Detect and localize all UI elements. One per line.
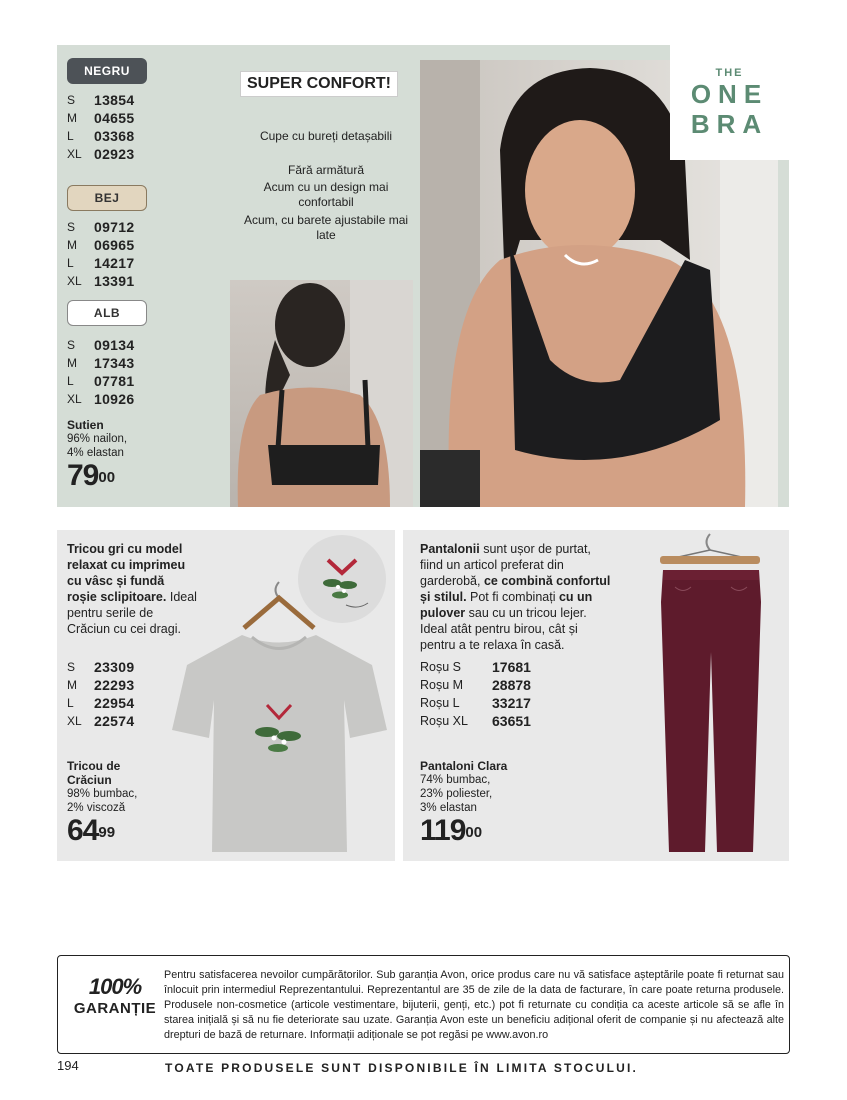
size-row: Roșu S 17681 [420,659,531,675]
color-label-alb: ALB [67,300,147,326]
headline-badge: SUPER CONFORT! [240,71,398,97]
color-label-negru: NEGRU [67,58,147,84]
size-row: S 23309 [67,659,135,675]
product-composition: 96% nailon, [67,433,128,445]
size-row: M 22293 [67,677,135,693]
tee-size-list [67,658,134,730]
size-row: L 07781 [67,373,135,389]
product-name: Crăciun [67,773,112,787]
product-price: $79^{00}$ [67,459,116,492]
size-row: XL 13391 [67,273,135,289]
size-list-bej [67,218,134,290]
size-row: M 06965 [67,237,135,253]
guarantee-text: Pentru satisfacerea nevoilor cumpărătorilor. Sub garanția Avon, orice produs care nu vă satisface așteptările poate fi returnat sau înlocuit prin intermediul Reprezentantului. Reprezentantul are 35 de zile de la data de facturare, în care poate returna produsele. Produsele non-cosmetice (articole vestimentare, bijuterii, genți, etc.) pot fi returnate cu condiția ca aceste articole să se afle în starea inițială și să nu fie deteriorate sau uzate. Garanția Avon este un beneficiu adițional oferit de companie și nu afectează alte drepturi de bază de returnare. Informații adiționale se pot regăsi pe www.avon.ro [164,969,784,1041]
guarantee-logo: 100% GARANȚIE [73,974,157,1017]
tee-info [67,759,137,847]
stock-disclaimer: TOATE PRODUSELE SUNT DISPONIBILE ÎN LIMITA STOCULUI. [165,1061,639,1075]
product-name: Pantaloni Clara [420,759,508,773]
pants-description: Pantalonii sunt ușor de purtat, fiind un articol preferat din garderobă, ce combină confortul și stilul. Pot fi combinați cu un pulover sau cu un tricou lejer. Ideal atât pentru birou, cât și pentru a te relaxa în casă. [420,542,611,652]
size-list-negru [67,91,134,163]
size-row: XL 22574 [67,713,135,729]
page-number: 194 [57,1058,79,1073]
size-row: S 13854 [67,92,135,108]
pants-size-list [420,658,531,730]
size-row: M 17343 [67,355,135,371]
guarantee-box [57,955,790,1054]
tee-description: Tricou gri cu model relaxat cu imprimeu cu vâsc și fundă roșie sclipitoare. Ideal pentru serile de Crăciun cu cei dragi. [67,542,197,636]
product-composition: 3% elastan [420,802,477,814]
feature-text: Acum, cu barete ajustabile mai late [243,213,409,242]
feature-text: Cupe cu bureți detașabili [259,129,393,143]
pants-info [420,759,507,847]
product-price: $64^{99}$ [67,814,116,847]
size-row: S 09712 [67,219,135,235]
size-row: Roșu XL 63651 [420,713,531,729]
size-row: XL 10926 [67,391,135,407]
product-composition: 2% viscoză [67,802,126,814]
size-row: XL 02923 [67,146,135,162]
size-row: S 09134 [67,337,135,353]
tee-photo [172,580,387,855]
product-composition: 98% bumbac, [67,788,138,800]
size-row: Roșu M 28878 [420,677,531,693]
feature-text: Acum cu un design mai confortabil [263,180,389,209]
bra-back-photo [230,280,413,507]
product-composition: 23% poliester, [420,788,493,800]
product-name: Sutien [67,418,104,432]
size-row: L 22954 [67,695,135,711]
size-row: M 04655 [67,110,135,126]
feature-text: Fără armătură [287,163,365,177]
product-composition: 4% elastan [67,447,124,459]
product-price: $119^{00}$ [420,814,483,847]
color-label-bej: BEJ [67,185,147,211]
pants-photo [655,532,765,857]
bra-info [67,418,127,492]
product-composition: 74% bumbac, [420,774,491,786]
size-list-alb [67,336,134,408]
product-name: Tricou de [67,759,121,773]
brand-logo-the-one-bra: THE ONE BRA [670,45,789,160]
size-row: L 03368 [67,128,135,144]
size-row: L 14217 [67,255,135,271]
size-row: Roșu L 33217 [420,695,531,711]
